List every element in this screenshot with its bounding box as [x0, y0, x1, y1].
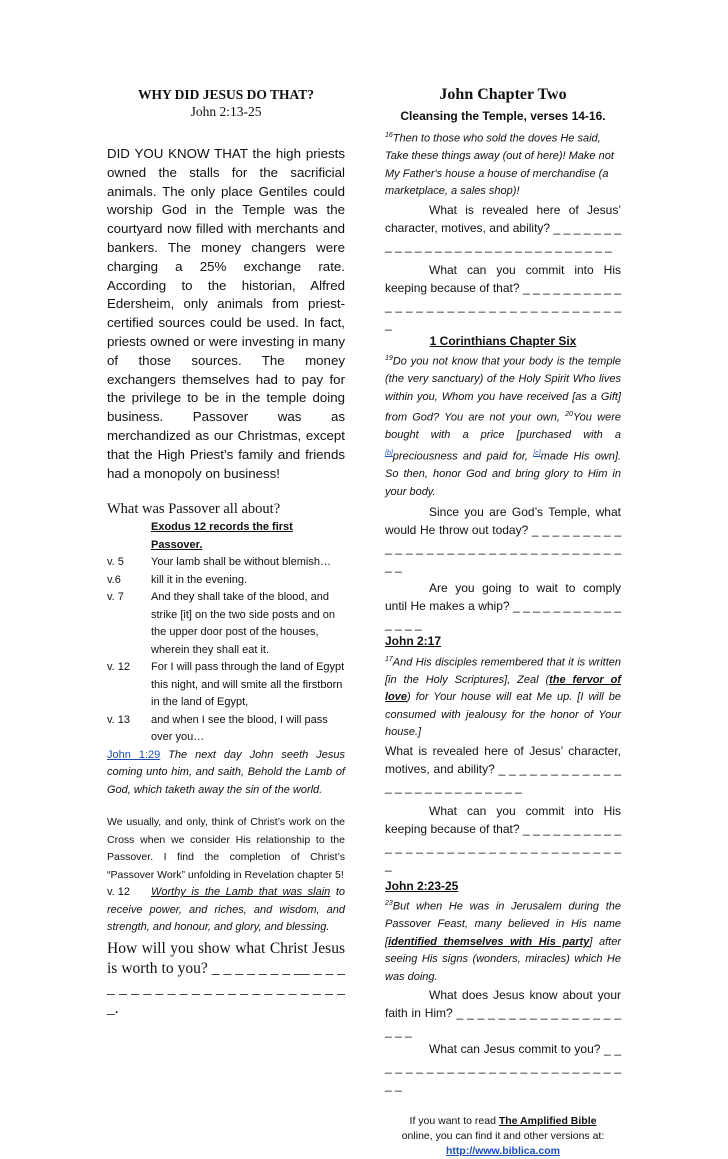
exodus-verse [107, 659, 345, 712]
exodus-verse [107, 712, 345, 747]
verse-number: v. 5 [107, 556, 124, 569]
exodus-verse [107, 554, 345, 572]
question-faith: What does Jesus know about your faith in Him? _ _ _ _ _ _ _ _ _ _ _ _ _ _ _ _ _ _ _ [385, 988, 621, 1039]
verse-sup-20: 20 [565, 411, 573, 419]
john-2-23-paragraph [385, 895, 621, 986]
john-2-23-heading: John 2:23-25 [385, 878, 459, 893]
question-commit-2: What can you commit into His keeping because of that? _ _ _ _ _ _ _ _ _ _ _ _ _ _ _ _ _ _ _ _ _ _ _ _ _ _ _ _ _ _ _ _ _ _ [385, 803, 621, 872]
rev-verse-rest: to receive power, and riches, and wisdom, and strength, and honour, and glory, and blessing. [107, 886, 345, 934]
identified-party-text: identified themselves with His party [388, 935, 590, 948]
question-character-1: What is revealed here of Jesus’ character, motives, and ability? _ _ _ _ _ _ _ _ _ _ _ _ _ _ _ _ _ _ _ _ _ _ _ _ _ _ _ _ _ _ [385, 202, 621, 253]
passover-question: What was Passover all about? [107, 501, 281, 518]
we-usually-paragraph: We usually, and only, think of Christ’s work on the Cross when we consider His relationship to the Passover. I find the completion of Christ’s “Passover Work” unfolding in Revelation chapter 5! [107, 816, 345, 881]
question-throw-out: Since you are God’s Temple, what would He throw out today? _ _ _ _ _ _ _ _ _ _ _ _ _ _ _ _ _ _ _ _ _ _ _ _ _ _ _ _ _ _ _ _ _ _ [385, 505, 621, 574]
biblica-link[interactable]: http://www.biblica.com [446, 1145, 560, 1158]
cor-v19-text: Do you not know that your body is the temple (the very sanctuary) of the Holy Spirit Who lives within you, Whom you have received [as a Gift] from God? You are not your own, [385, 355, 621, 424]
verse-text: and when I see the blood, I will pass over you… [151, 713, 328, 744]
amplified-intro-text: If you want to read [409, 1115, 499, 1128]
john-1-29-paragraph [107, 747, 345, 800]
question-whip: Are you going to wait to comply until He makes a whip? _ _ _ _ _ _ _ _ _ _ _ _ _ _ _ [385, 581, 621, 632]
verse-number: v.6 [107, 573, 121, 586]
footnote-c-link[interactable]: [c] [533, 449, 541, 457]
verse-sup-23: 23 [385, 900, 393, 908]
john-2-17-text-a: And His disciples remembered that it is written [in the Holy Scriptures], Zeal ( [385, 656, 621, 686]
exodus-verse-list [107, 554, 345, 747]
exodus-verse [107, 572, 345, 590]
left-column [107, 86, 345, 1019]
footnote-b-link[interactable]: [b] [385, 449, 393, 457]
cor-v20-text2: preciousness and paid for, [392, 450, 534, 463]
verse-text: And they shall take of the blood, and strike [it] on the two side posts and on the upper door post of the houses, wherein they shall eat it. [151, 591, 336, 656]
verse-sup-16: 16 [385, 132, 393, 139]
corinthians-heading: 1 Corinthians Chapter Six [429, 333, 577, 348]
verse-text: Your lamb shall be without blemish… [151, 556, 331, 569]
john-1-29-link[interactable]: John 1:29 [107, 748, 161, 761]
verse-text: For I will pass through the land of Egypt this night, and will smite all the firstborn in the land of Egypt, [151, 661, 345, 709]
john-1-29-text: The next day John seeth Jesus coming unto him, and saith, Behold the Lamb of God, which taketh away the sin of the world. [107, 748, 345, 796]
question-commit-1: What can you commit into His keeping because of that? _ _ _ _ _ _ _ _ _ _ _ _ _ _ _ _ _ _ _ _ _ _ _ _ _ _ _ _ _ _ _ _ _ _ [385, 262, 621, 331]
question-character-2: What is revealed here of Jesus’ character, motives, and ability? _ _ _ _ _ _ _ _ _ _ _ _ _ _ _ _ _ _ _ _ _ _ _ _ _ _ [385, 743, 621, 794]
exodus-heading: Exodus 12 records the first Passover. [151, 521, 293, 551]
did-you-know-paragraph: DID YOU KNOW THAT the high priests owned the stalls for the sacrificial animals. The only place Gentiles could worship God in the Temple was the courtyard now filled with merchants and bankers. The money changers were charging a 25% exchange rate. According to the historian, Alfred Edersheim, only animals from priest-certified sources could be used. In fact, priests owned or were investing in many of those sources. The money exchangers themselves had to pay for the privilege to be in the temple doing business. Passover was as merchandized as our Christmas, except that the High Priest’s family and friends had a monopoly on business! [107, 146, 345, 481]
verse-number: v. 13 [107, 713, 131, 726]
verse-number: v. 12 [107, 661, 131, 674]
question-jesus-commit: What can Jesus commit to you? _ _ _ _ _ _ _ _ _ _ _ _ _ _ _ _ _ _ _ _ _ _ _ _ _ _ _ [385, 1042, 621, 1093]
amplified-bible-note [385, 1114, 621, 1159]
john-2-23-text-a: But when He was in Jerusalem during the Passover Feast, many believed in His name [ [385, 900, 621, 948]
verse-number: v. 7 [107, 591, 124, 604]
john-2-16-paragraph [385, 127, 621, 201]
cor-v20-text: You were bought with a price [purchased with a [385, 411, 621, 442]
cor-v20-text3: made His own]. So then, honor God and bring glory to Him in your body. [385, 450, 621, 498]
verse-sup-17: 17 [385, 655, 393, 663]
right-column [385, 86, 621, 1159]
exodus-verse [107, 589, 345, 659]
verse-sup-19: 19 [385, 355, 393, 363]
rev-verse-number: v. 12 [107, 886, 131, 899]
verse-text: kill it in the evening. [151, 573, 247, 586]
amplified-line-2: online, you can find it and other versions at: [401, 1130, 605, 1143]
john-2-17-paragraph [385, 651, 621, 742]
worthy-lamb-text: Worthy is the Lamb that was slain [151, 886, 331, 899]
rev-5-12-paragraph [107, 884, 345, 937]
chapter-title: John Chapter Two [439, 86, 567, 103]
amplified-bible-title: The Amplified Bible [498, 1115, 597, 1128]
fervor-of-love-text: the fervor of love [385, 673, 621, 704]
how-will-you-show-question: How will you show what Christ Jesus is worth to you? _ _ _ _ _ _ _ __ _ _ _ _ _ _ _ _ _ _ _ _ _ _ _ _ _ _ _ _ _ _ _ _. [107, 939, 345, 1017]
john-2-17-heading: John 2:17 [385, 634, 442, 649]
article-title: WHY DID JESUS DO THAT? [137, 87, 315, 102]
amplified-line-1 [385, 1114, 621, 1129]
john-2-17-text-c: ) for Your house will eat Me up. [I will be consumed with jealousy for the honor of Your house.] [385, 691, 621, 739]
article-subtitle: John 2:13-25 [190, 104, 262, 119]
john-2-23-text-c: ] after seeing His signs (wonders, miracles) which He was doing. [385, 935, 621, 983]
corinthians-paragraph [385, 350, 621, 501]
cleansing-heading: Cleansing the Temple, verses 14-16. [400, 109, 606, 123]
john-2-16-text: Then to those who sold the doves He said, Take these things away (out of here)! Make not My Father's house a house of merchandise (a marketplace, a sales shop)! [385, 132, 614, 198]
